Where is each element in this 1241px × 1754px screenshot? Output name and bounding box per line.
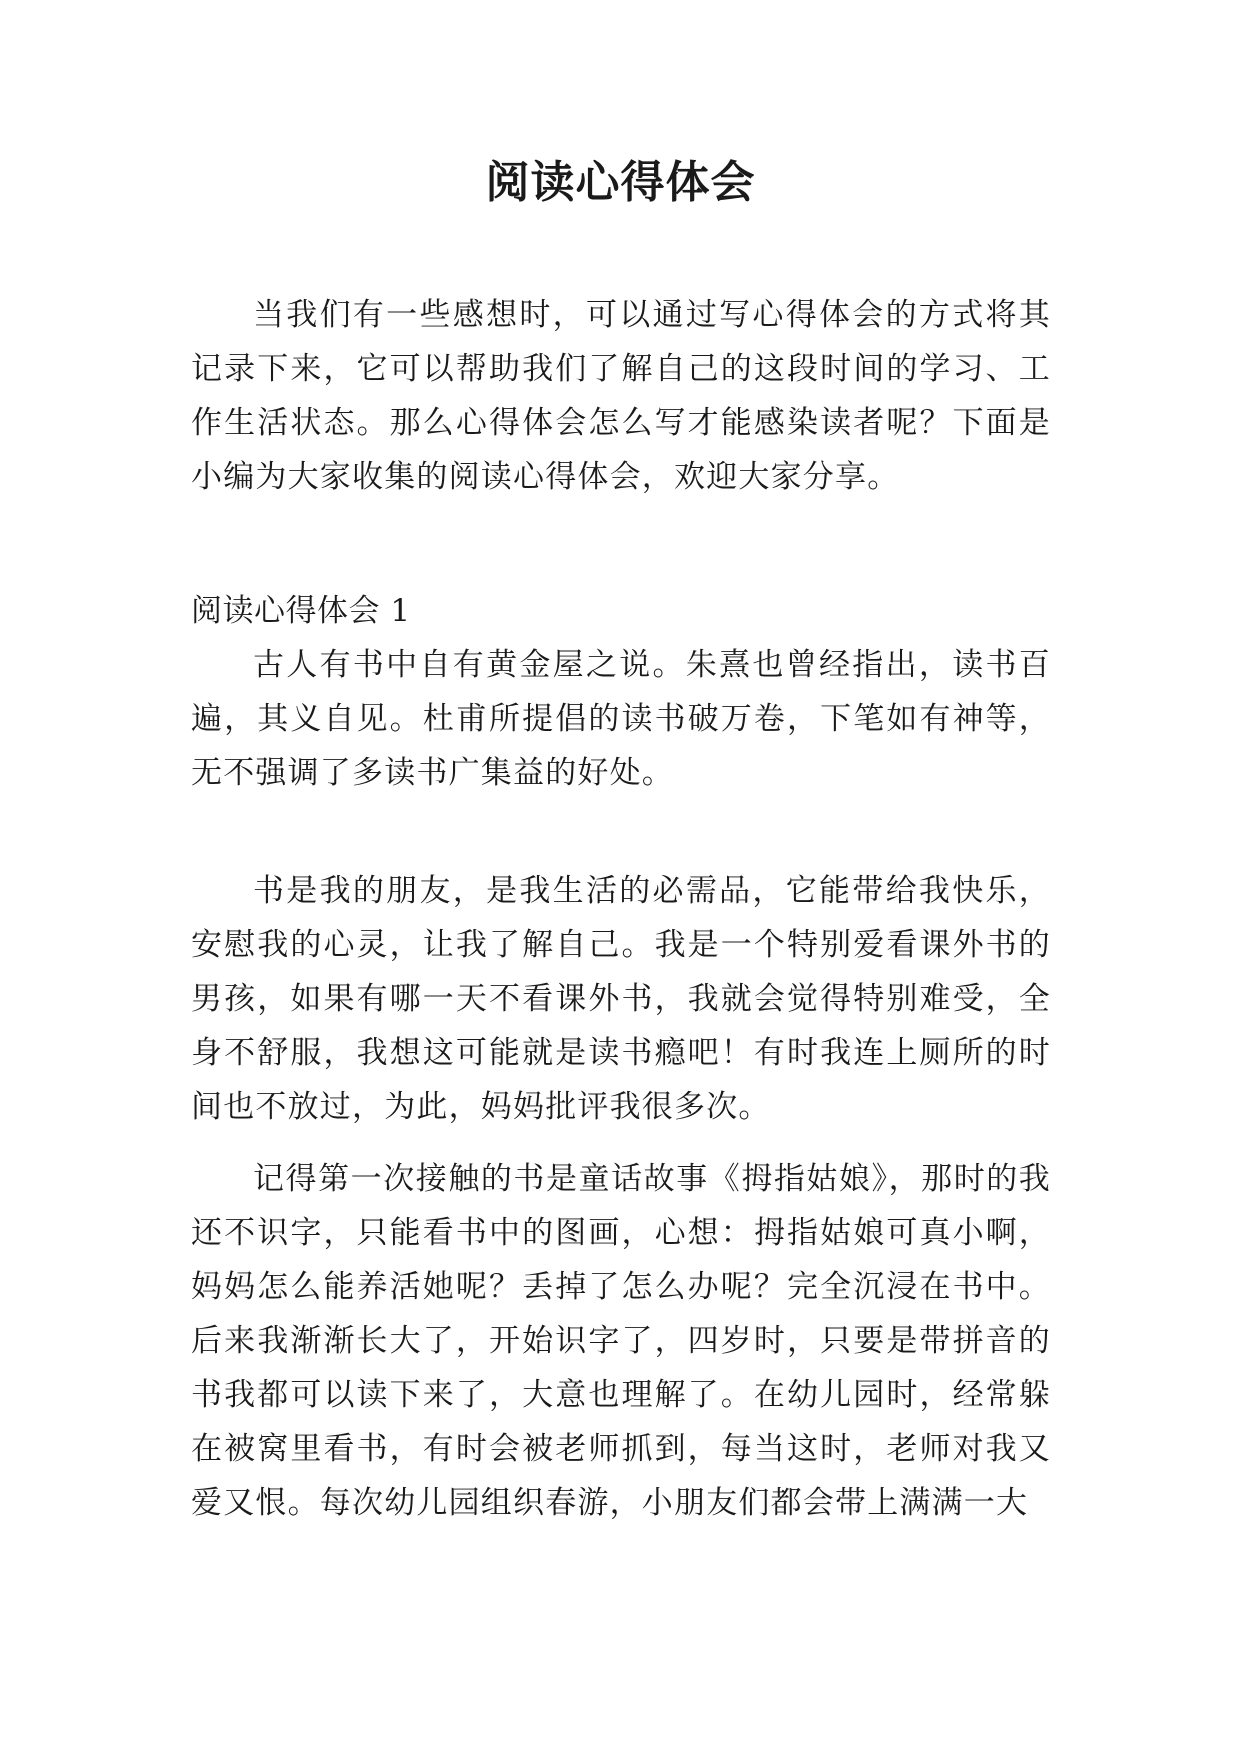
body-paragraph: 古人有书中自有黄金屋之说。朱熹也曾经指出，读书百遍，其义自见。杜甫所提倡的读书破万卷，下笔如有神等，无不强调了多读书广集益的好处。 [191, 647, 1051, 791]
paragraph-block-3 [191, 1152, 1051, 1530]
document-title: 阅读心得体会 [485, 157, 756, 208]
intro-paragraph: 当我们有一些感想时，可以通过写心得体会的方式将其记录下来，它可以帮助我们了解自己的这段时间的学习、工作生活状态。那么心得体会怎么写才能感染读者呢？下面是小编为大家收集的阅读心得体会，欢迎大家分享。 [191, 297, 1051, 495]
body-paragraph: 记得第一次接触的书是童话故事《拇指姑娘》，那时的我还不识字，只能看书中的图画，心想：拇指姑娘可真小啊，妈妈怎么能养活她呢？丢掉了怎么办呢？完全沉浸在书中。后来我渐渐长大了，开始识字了，四岁时，只要是带拼音的书我都可以读下来了，大意也理解了。在幼儿园时，经常躲在被窝里看书，有时会被老师抓到，每当这时，老师对我又爱又恨。每次幼儿园组织春游，小朋友们都会带上满满一大 [191, 1161, 1051, 1521]
paragraph-block-1 [191, 638, 1051, 800]
body-paragraph: 书是我的朋友，是我生活的必需品，它能带给我快乐，安慰我的心灵，让我了解自己。我是一个特别爱看课外书的男孩，如果有哪一天不看课外书，我就会觉得特别难受，全身不舒服，我想这可能就是读书瘾吧！有时我连上厕所的时间也不放过，为此，妈妈批评我很多次。 [191, 873, 1051, 1125]
paragraph-block-2 [191, 864, 1051, 1134]
section-heading: 阅读心得体会 1 [191, 593, 411, 629]
intro-paragraph-block [191, 288, 1051, 504]
